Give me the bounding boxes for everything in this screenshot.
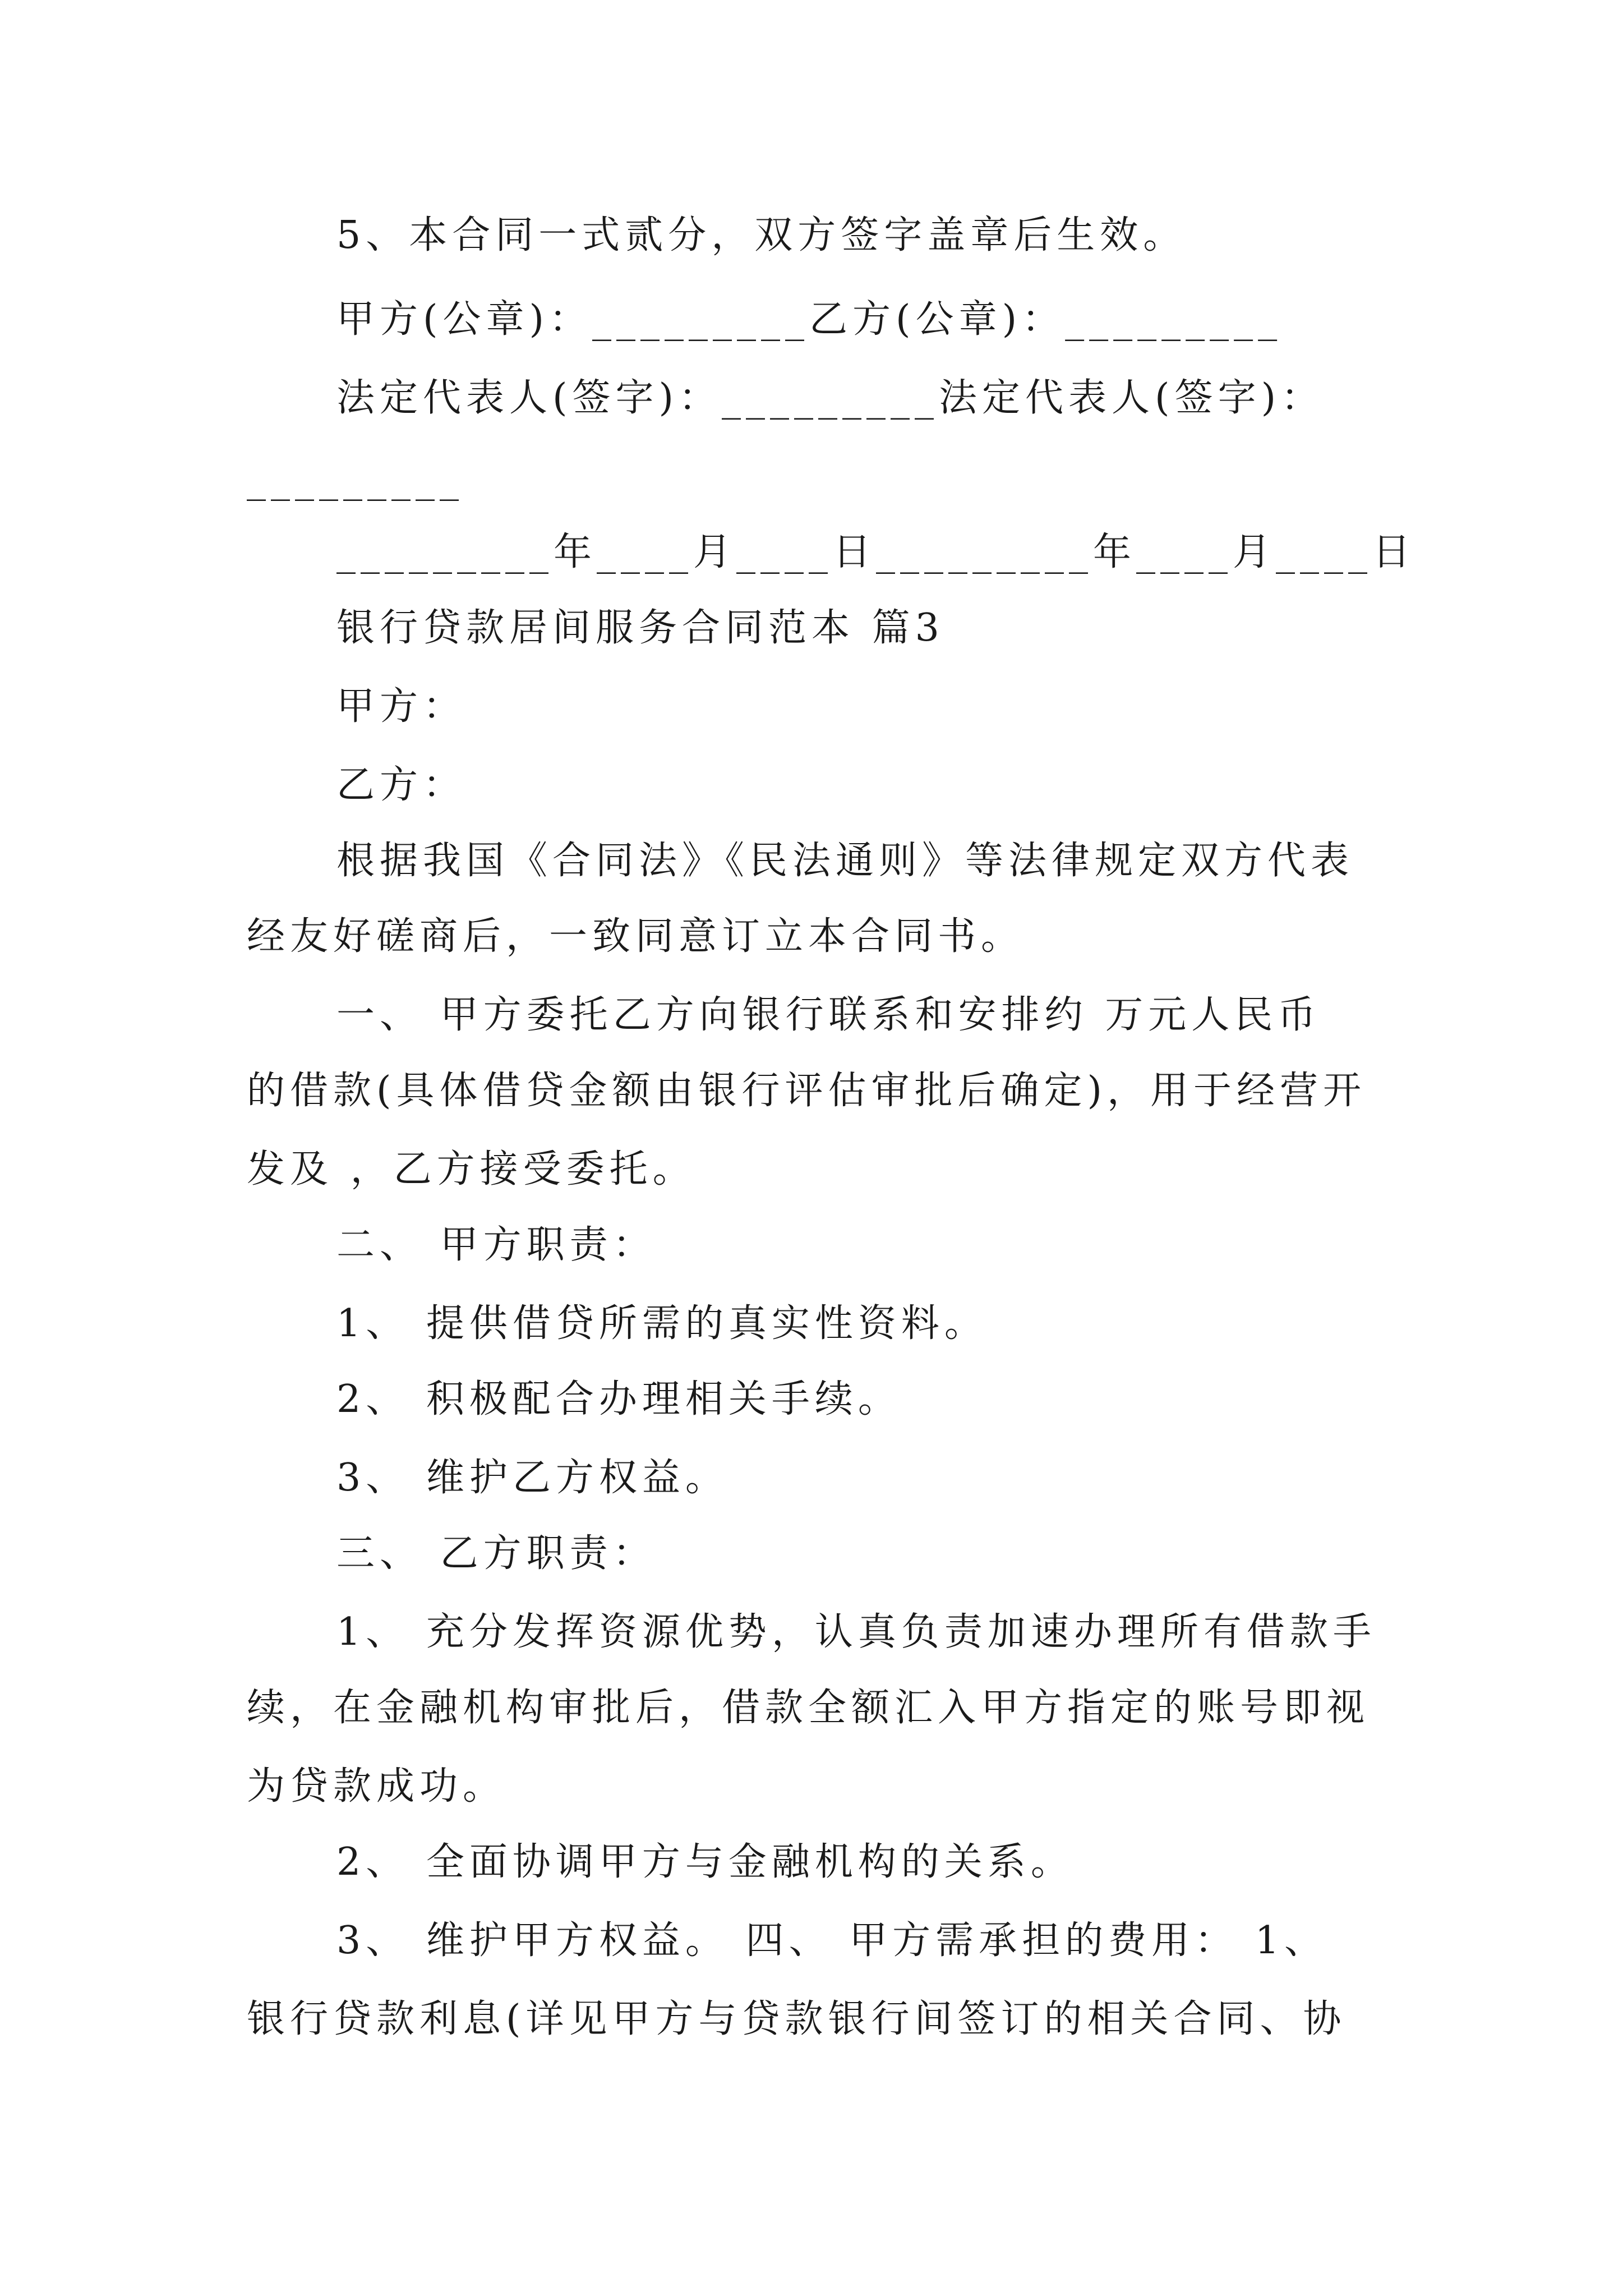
date-line: _________年____月____日_________年____月____日 — [336, 530, 1416, 574]
clause-1-line-1: 一、 甲方委托乙方向银行联系和安排约 万元人民币 — [336, 993, 1321, 1037]
seal-line: 甲方(公章)：_________乙方(公章)：_________ — [336, 297, 1283, 342]
party-a-line: 甲方： — [336, 684, 467, 729]
party-b-duty-1-line-1: 1、 充分发挥资源优势，认真负责加速办理所有借款手 — [336, 1610, 1376, 1654]
party-b-duty-2: 2、 全面协调甲方与金融机构的关系。 — [336, 1840, 1074, 1884]
clause-5-effective: 5、本合同一式贰分，双方签字盖章后生效。 — [336, 213, 1187, 257]
preamble-line-1: 根据我国《合同法》《民法通则》等法律规定双方代表 — [336, 839, 1354, 883]
clause-2-heading: 二、 甲方职责： — [336, 1223, 656, 1267]
party-b-duty-1-line-2: 续，在金融机构审批后，借款全额汇入甲方指定的账号即视 — [247, 1686, 1370, 1730]
party-a-duty-2: 2、 积极配合办理相关手续。 — [336, 1377, 901, 1421]
clause-1-line-2: 的借款(具体借贷金额由银行评估审批后确定)，用于经营开 — [247, 1069, 1367, 1113]
party-b-line: 乙方： — [336, 763, 467, 807]
party-b-duty-1-line-3: 为贷款成功。 — [247, 1764, 506, 1809]
party-a-duty-1: 1、 提供借贷所需的真实性资料。 — [336, 1301, 988, 1346]
fee-item-1: 银行贷款利息(详见甲方与贷款银行间签订的相关合同、协 — [247, 1997, 1347, 2041]
party-b-duty-3-and-clause-4: 3、 维护甲方权益。 四、 甲方需承担的费用： 1、 — [336, 1918, 1327, 1963]
legal-representative-line: 法定代表人(签字)：_________法定代表人(签字)： — [336, 376, 1325, 420]
clause-3-heading: 三、 乙方职责： — [336, 1531, 656, 1576]
signature-blank-line: _________ — [247, 457, 464, 501]
clause-1-line-3: 发及 ，乙方接受委托。 — [247, 1147, 696, 1191]
section-heading: 银行贷款居间服务合同范本 篇3 — [336, 606, 944, 650]
preamble-line-2: 经友好磋商后，一致同意订立本合同书。 — [247, 914, 1025, 959]
party-a-duty-3: 3、 维护乙方权益。 — [336, 1456, 728, 1500]
